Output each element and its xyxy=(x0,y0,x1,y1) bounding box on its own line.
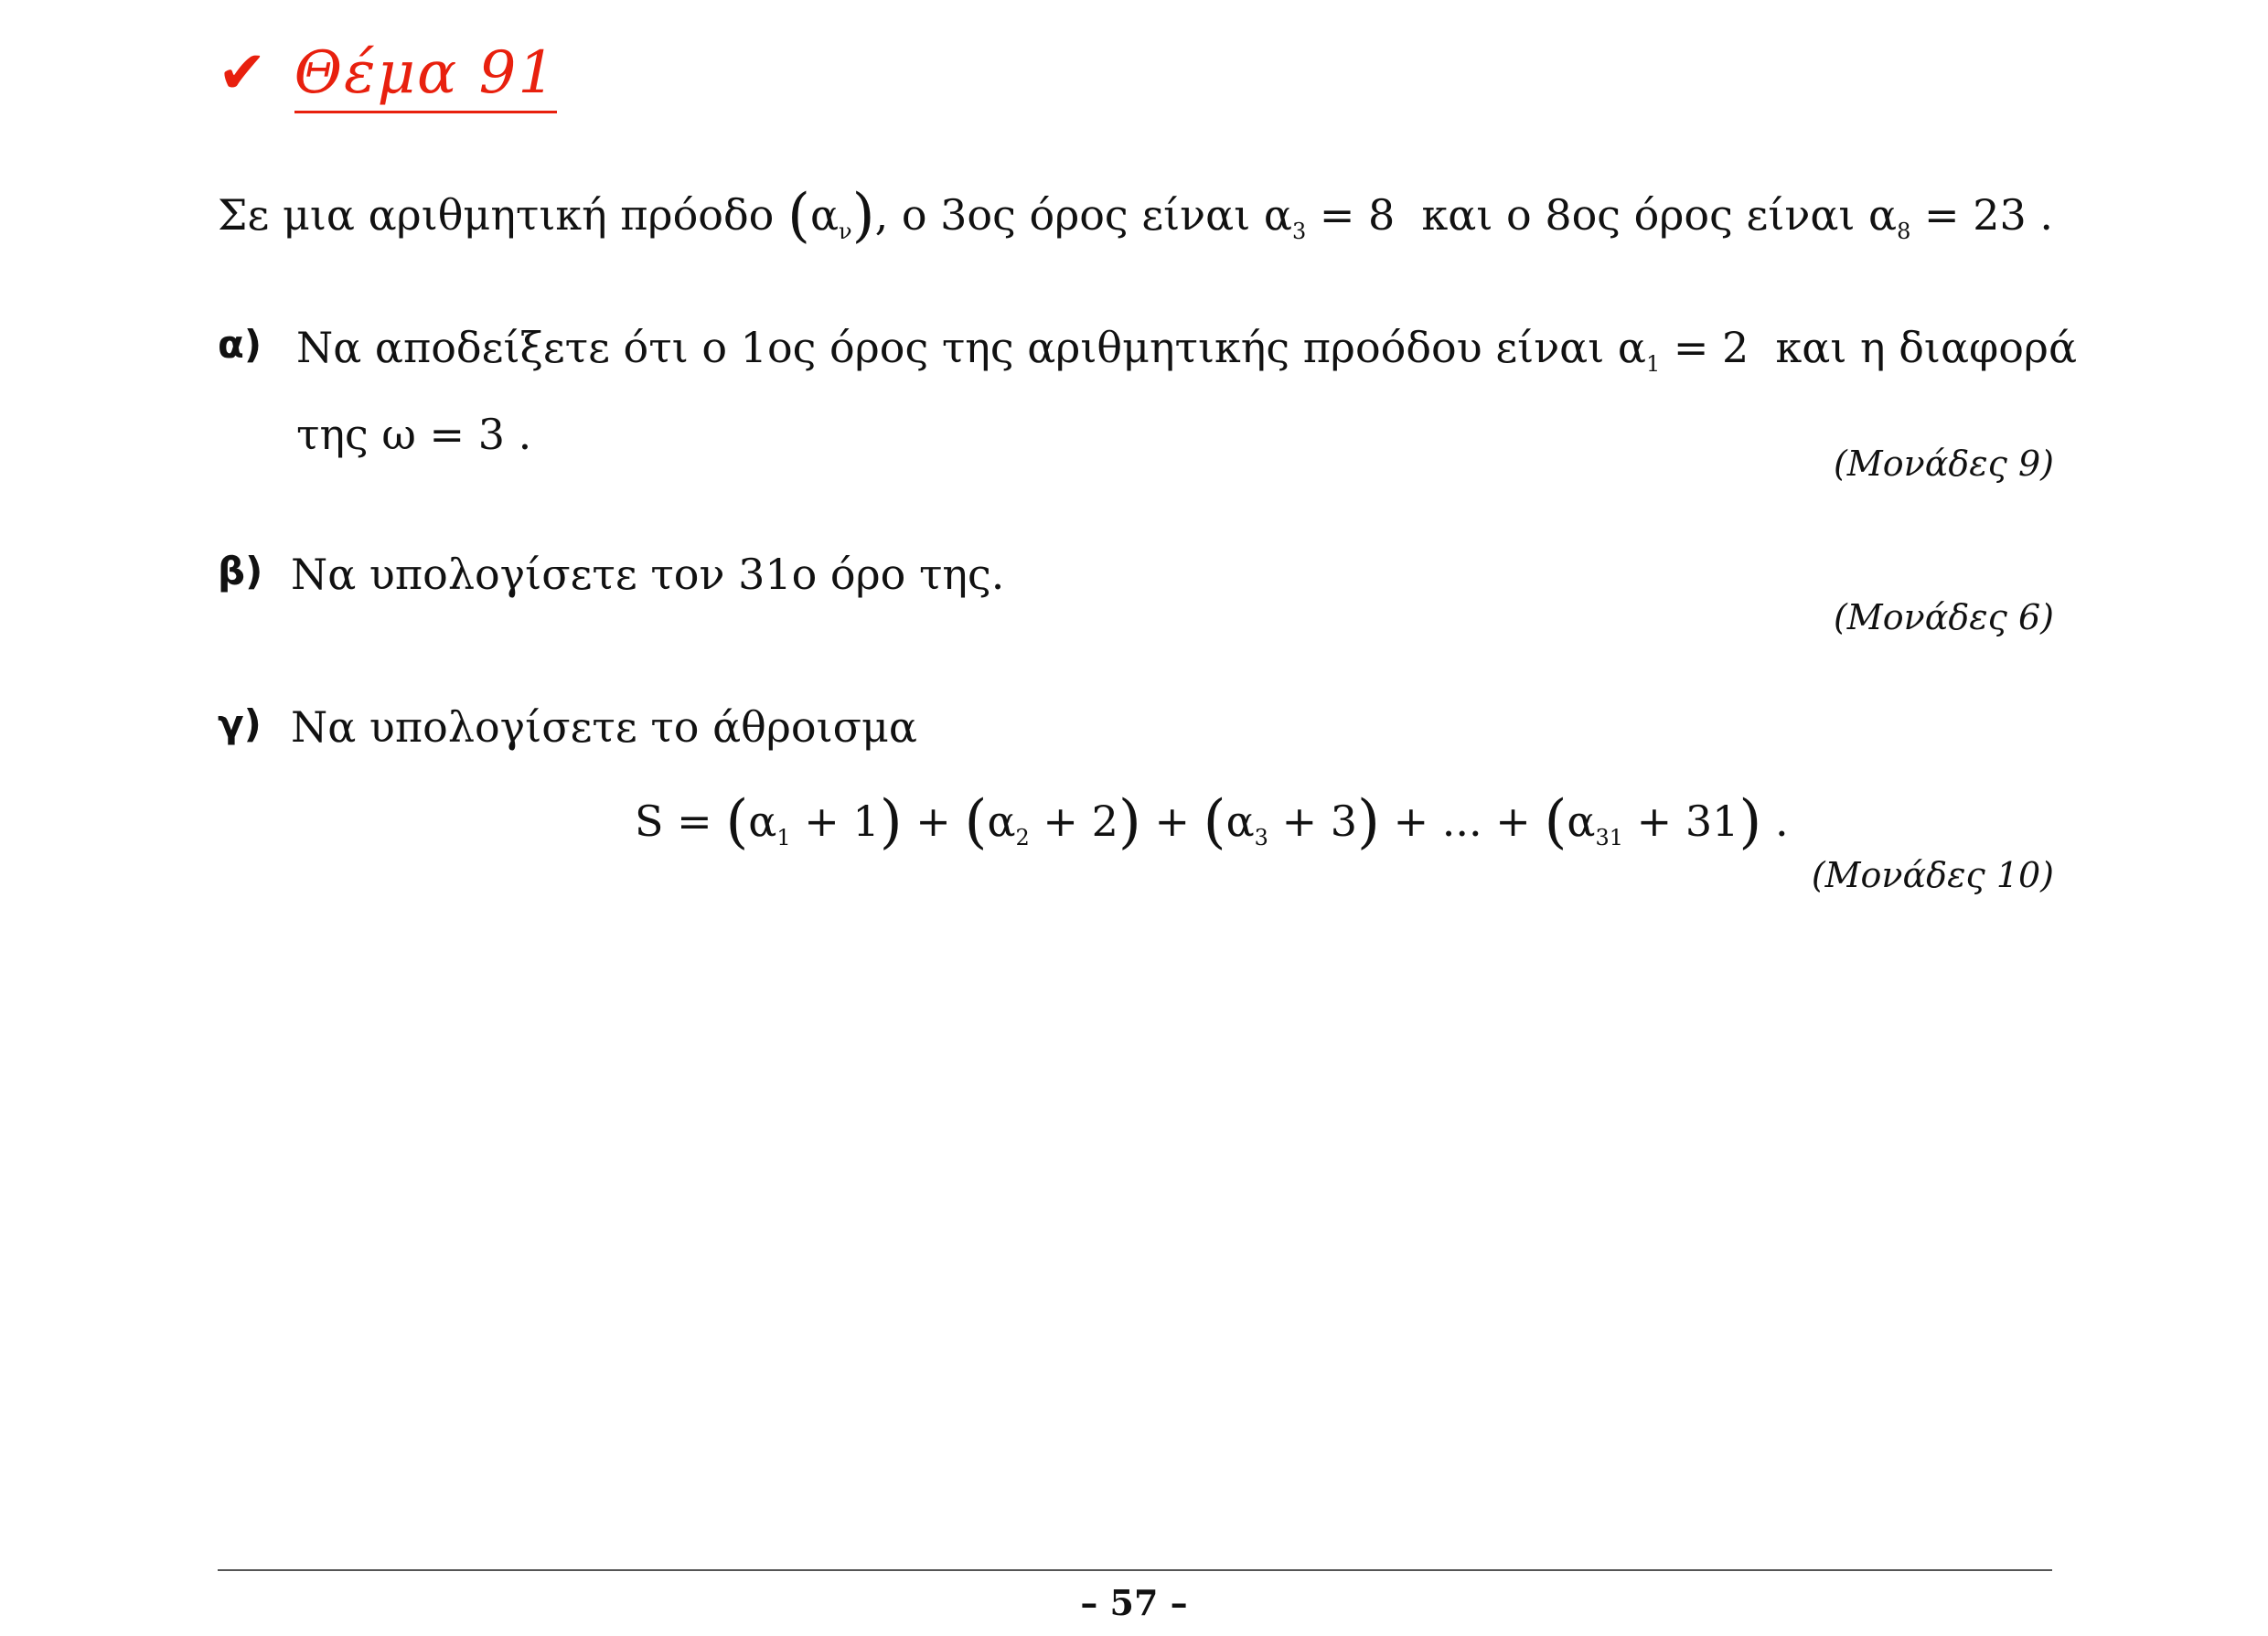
part-a-line1: Να αποδείξετε ότι ο 1ος όρος της αριθμητικής προόδου είναι $\alpha_1 = 2$ και η διαφορά xyxy=(296,323,2078,377)
part-c-marks: (Μονάδες 10) xyxy=(1811,855,2054,895)
part-c-text: Να υπολογίσετε το άθροισμα xyxy=(291,702,917,752)
problem-statement: Σε μια αριθμητική πρόοδο $(\alpha_\nu)$, ο 3ος όρος είναι $\alpha_3 = 8$ και ο 8ος όρος είναι $\alpha_8 = 23$ . xyxy=(218,182,2053,250)
part-b-label: β) xyxy=(218,549,263,593)
footer-divider xyxy=(218,1569,2052,1571)
part-b-marks: (Μονάδες 6) xyxy=(1833,597,2054,637)
part-a-line2: της ω = 3 . xyxy=(296,410,532,459)
page-number: – 57 – xyxy=(1080,1582,1188,1623)
title-text: Θέμα 91 xyxy=(294,39,557,113)
checkmark-icon: ✔ xyxy=(218,39,267,107)
part-a-label: α) xyxy=(218,322,262,367)
part-a-marks: (Μονάδες 9) xyxy=(1833,444,2054,484)
section-title xyxy=(218,37,557,110)
sum-formula: $S = (\alpha_1 + 1) + (\alpha_2 + 2) + (\alpha_3 + 3)$ + ... + $(\alpha_{31} + 31)$ . xyxy=(635,788,1789,856)
part-b-text: Να υπολογίσετε τον 31ο όρο της. xyxy=(291,550,1005,599)
part-c-label: γ) xyxy=(218,701,262,746)
